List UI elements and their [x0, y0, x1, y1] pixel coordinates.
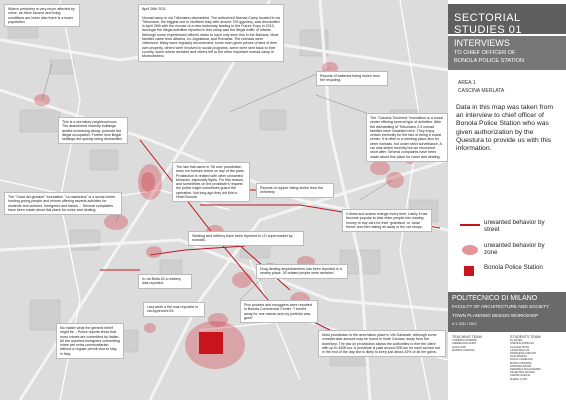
school-name: POLITECNICO DI MILANO	[452, 295, 538, 302]
student-name: ZHANG YUAN	[510, 377, 527, 381]
page-title: SECTORIAL STUDIES 01	[454, 12, 522, 36]
legend-police-label: Bonola Police Station	[484, 264, 543, 271]
note-batteries: Reports of batteries being stolen from the recycling.	[316, 71, 388, 86]
area-name: CASCINA MERLATA	[458, 88, 505, 94]
note-copper: Reports of copper being stolen from the cemetery	[256, 183, 334, 198]
note-cascina-torchiera: The "Cascina Torchiera" foundation is a social center offering several type of activities. After the dismantling of Triboniano 2-3 nomad families have inhabited here. They enjoy certain immunity for the fact of being a social center. It is often is a meeting place also for other nomads, but under strict surveillance. A car was stolen recently but we recovered short after. Several complaints have been made about this place for noise and dealing.	[366, 113, 448, 162]
student-name: GAIA MARINO	[510, 355, 528, 359]
note-stealing: Stealing and robbery have been reported in LD supermarket by nomads.	[188, 231, 304, 246]
teaching-team	[452, 336, 506, 352]
student-name: EL SAYED	[510, 339, 523, 343]
police-station-marker	[199, 332, 223, 354]
student-name: FRANCESCA DEVOTI	[510, 352, 537, 356]
legend-police-swatch	[464, 266, 474, 276]
student-name: GIULIA CAMELLINI	[510, 358, 533, 362]
teaching-team-heading: TEACHING TEAM:	[452, 335, 483, 339]
note-casa-del-giovane: The "Casa del giovane" foundation "La madonina" is a social center hosting young people and minors offering several activities for students and workers, foreigners and Italian.... Several complaints have been made about this place for noise and dealing.	[4, 192, 122, 215]
teaching-team-member: GIULIA FINI	[452, 345, 466, 349]
students-team	[510, 336, 564, 381]
subtitle-interviews: INTERVIEWS	[454, 38, 510, 48]
faculty-name: FACULTY OF ARCHITECTURE AND SOCIETY	[452, 304, 550, 309]
legend-street-label: unwanted behavior by street	[484, 219, 545, 233]
legend-zone-label: unwanted behavior by zone	[484, 242, 545, 256]
academic-year: A.Y. 2011 / 2012	[452, 322, 477, 326]
workshop-name: TOWN PLANNING DESIGN WORKSHOP	[452, 313, 539, 318]
student-name: VALENTINA SAVIANI	[510, 371, 535, 375]
teaching-team-member: ANDREA ROLANDO	[452, 342, 477, 346]
title-bar	[448, 4, 566, 34]
student-name: STEFANIA MOZZI	[510, 364, 532, 368]
note-periphery: Milan's periphery is very much affected by crime, as there income and living conditions are lower also there is a lower population	[4, 4, 80, 27]
area-label: AREA 1	[458, 80, 476, 86]
student-name: MARCO PESSINA	[510, 361, 532, 365]
student-name: IOSIFINA ZUBKOVA	[510, 342, 534, 346]
note-robbery: In via Bolla 40 a robbery was reported.	[138, 274, 192, 289]
legend-zone-swatch	[462, 245, 478, 255]
note-pickpockets: Pick pockets and smugglers were reported in Bonola Commercial Center. "I turned away for one minute and my portfolio was gone"	[240, 300, 318, 323]
note-drug-dealing: Drug dealing amphetamines has been reported in a nearby place. 30 related people were arrested	[256, 264, 348, 279]
note-nomad-camp: April 26th 2011 Nomad camp in via Triboniano dismantled. The authorized Nomad Camp located in via Triboniano, the biggest one in Northern Italy with around 700 gypsies), was dismantled in April 26th with the excuse of a new motorway leading to the Future Expo in 2015. Amongst the illegal activities reported in this camp was the illegal traffic of infants. Although some experienced officers retain to have only seen this in the Balcans. Most families came from Albania, ex-Jugoslavia, and Romania. The nomads were victimized. Many were regularly documented, some even given pieces of land of their own property, others were involved in social programs, some were sent back to their country, some where arrested and others left to the other important nomad camp in Monsobebino.	[138, 4, 284, 62]
note-prostitution-law: The law that came in '98 over prostitution does not foresee arrest on any of the parts. Prostitution is related with other unwanted behavior, especially fights. For this reason, and sometimes on the prostitute's request the police might sometimes guard the operation. Not long ago they did this in Hotel Bonola.	[172, 162, 250, 202]
students-team-heading: STUDENTS TEAM:	[510, 335, 542, 339]
note-scams: Crimes and scams change every time. Lately it has become popular to trick elder people into loaning money to buy cars for their 'grandson' or 'close friend' and then taking all away in the car shops.	[342, 209, 432, 232]
note-dormitory: This is a dormitory neighbourhood. The abandoned industry buildings asides increasing decay, promote the illegal occupation. Further new illegal settlings are quickly being dismantled.	[58, 117, 128, 144]
student-name: CLAUDIA SOTO	[510, 345, 530, 349]
subtitle-chief-officer: TO CHIEF OFFICER OF	[454, 50, 516, 56]
student-name: KARINA GARCIA	[510, 374, 531, 378]
teaching-team-member: CORINNA MORANDI	[452, 339, 477, 343]
intro-text: Data in this map was taken from an interview to chief officer of Bonola Police Station who was given authorization by the Questura to provide us with this information.	[456, 104, 554, 153]
school-bar	[448, 292, 566, 332]
note-fire: Last week a fire was reported in via Appennini 53.	[143, 302, 205, 317]
note-prostitution-area: Most prostitution in the area takes place in Via Gallarate, although some considerable amount may be found in Viale Certosa, away from the dormitory. The law on prostitution allows the authorities to fine the client with up to 450Euro. A prostitute is paid around 50Euro for each service but in the end of the day she is likely to keep just about 20% of all her gains.	[318, 330, 446, 357]
note-italian-crimes: No matter what the general belief might be... Police reports show that most crimes are committed by Italian. All the reported foreigners committing crime are extra communitarian without a regular permit visa to stay in Italy	[56, 323, 124, 359]
subtitle-bar	[448, 36, 566, 70]
teaching-team-member: MARINA CARDANI	[452, 348, 475, 352]
legend-street-swatch	[460, 224, 480, 226]
student-name: FEDERICA TAGLIAFERRI	[510, 368, 541, 372]
subtitle-station: BONOLA POLICE STATION	[454, 58, 525, 64]
student-name: LAURA BALLUS	[510, 348, 530, 352]
